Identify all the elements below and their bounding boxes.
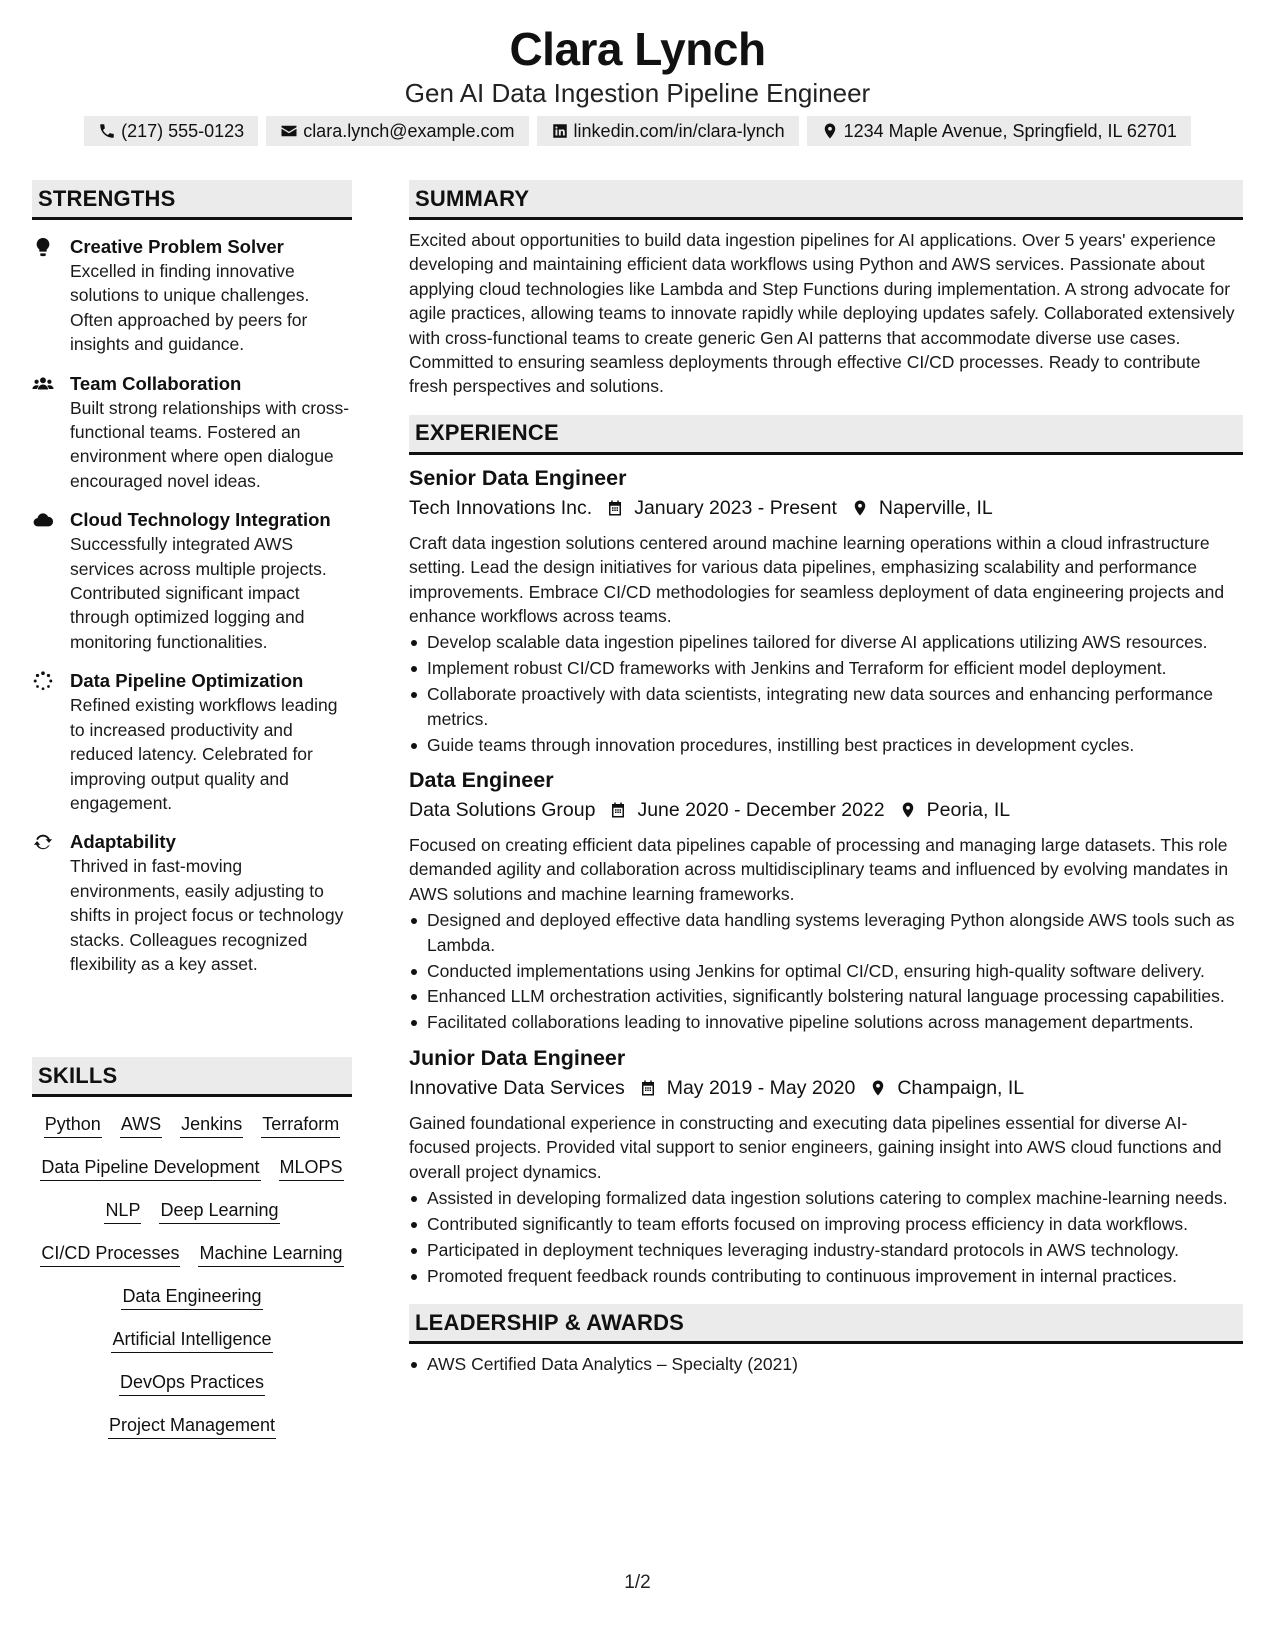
job-bullet: Implement robust CI/CD frameworks with Jenkins and Terraform for efficient model deployment. <box>409 656 1243 680</box>
job-meta <box>409 1073 1243 1103</box>
right-column <box>409 180 1243 1378</box>
experience-heading: EXPERIENCE <box>409 415 1243 455</box>
job-description: Craft data ingestion solutions centered around machine learning operations within a cloud infrastructure setting. Lead the design initiatives for various data pipelines, emphasizing scalability and performance improvements. Embrace CI/CD methodologies for seamless deployment of data engineering projects and enhance workflows across teams. <box>409 532 1225 627</box>
strength-item <box>32 234 352 357</box>
contact-linkedin-text: linkedin.com/in/clara-lynch <box>573 120 785 141</box>
strength-title: Cloud Technology Integration <box>70 509 331 531</box>
skills-list <box>32 1111 352 1439</box>
job-bullet: Designed and deployed effective data handling systems leveraging Python alongside AWS tools such as Lambda. <box>409 908 1243 957</box>
strength-desc: Thrived in fast-moving environments, easily adjusting to shifts in project focus or technology stacks. Colleagues recognized flexibility as a key asset. <box>70 856 344 974</box>
job-dates: June 2020 - December 2022 <box>637 799 885 821</box>
job-bullet: Enhanced LLM orchestration activities, significantly bolstering natural language processing capabilities. <box>409 984 1243 1008</box>
job-title: Senior Data Engineer <box>409 465 627 490</box>
sync-icon <box>32 831 54 853</box>
skill-tag: Deep Learning <box>159 1197 279 1224</box>
envelope-icon <box>280 122 298 140</box>
summary-text: Excited about opportunities to build data ingestion pipelines for AI applications. Over 5 years' experience developing and maintaining efficient data workflows using Python and AWS services. Passionate about applying cloud technologies like Lambda and Step Functions during implementation. A strong advocate for agile practices, allowing teams to innovate rapidly while deploying updates safely. Collaborated extensively with cross-functional teams to create generic Gen AI patterns that accommodate diverse use cases. Committed to ensuring seamless deployments through effective CI/CD processes. Ready to contribute fresh perspectives and solutions. <box>409 230 1235 397</box>
leadership-section <box>409 1304 1243 1376</box>
job-bullets <box>409 1186 1243 1288</box>
job-dates: January 2023 - Present <box>634 496 837 519</box>
calendar-icon <box>609 801 627 819</box>
job-description: Focused on creating efficient data pipelines capable of processing and managing large datasets. This role demanded agility and collaboration across multidisciplinary teams and influenced by evolving mandates in AWS solutions and machine learning frameworks. <box>409 835 1229 904</box>
job-bullet: Contributed significantly to team efforts focused on improving process efficiency in data workflows. <box>409 1212 1243 1236</box>
job-title: Data Engineer <box>409 768 554 792</box>
skill-tag: Terraform <box>261 1111 340 1138</box>
skill-tag: Machine Learning <box>198 1240 343 1267</box>
contact-phone[interactable] <box>84 116 258 146</box>
job-entry <box>409 463 1243 757</box>
lightbulb-icon <box>32 236 54 258</box>
strength-desc: Successfully integrated AWS services across multiple projects. Contributed significant impact through optimized logging and monitoring functionalities. <box>70 534 327 652</box>
job-company: Innovative Data Services <box>409 1076 625 1099</box>
job-bullet: Collaborate proactively with data scientists, integrating new data sources and enhancing performance metrics. <box>409 682 1243 731</box>
leadership-list <box>409 1352 1243 1376</box>
strengths-heading: STRENGTHS <box>32 180 352 220</box>
job-bullet: Conducted implementations using Jenkins for optimal CI/CD, ensuring high-quality software delivery. <box>409 959 1243 983</box>
strength-desc: Built strong relationships with cross-functional teams. Fostered an environment where open dialogue encouraged novel ideas. <box>70 397 350 491</box>
strength-item <box>32 668 352 815</box>
experience-section <box>409 415 1243 1288</box>
strength-item <box>32 507 352 654</box>
skill-tag: Jenkins <box>180 1111 243 1138</box>
contact-bar <box>0 116 1275 146</box>
skill-tag: Data Pipeline Development <box>40 1154 260 1181</box>
strength-desc: Refined existing workflows leading to increased productivity and reduced latency. Celebrated for improving output quality and engagement. <box>70 695 338 813</box>
skill-tag: Python <box>44 1111 102 1138</box>
skill-tag: MLOPS <box>279 1154 344 1181</box>
candidate-name: Clara Lynch <box>509 23 766 75</box>
strength-title: Adaptability <box>70 831 176 853</box>
map-pin-icon <box>851 499 869 517</box>
left-column <box>32 180 352 1435</box>
job-description: Gained foundational experience in constructing and executing data pipelines essential for diverse AI-focused projects. Provided vital support to senior engineers, gaining insight into AWS cloud functions and overall project dynamics. <box>409 1112 1222 1182</box>
skill-tag: Artificial Intelligence <box>111 1326 272 1353</box>
skills-section <box>32 1057 352 1439</box>
contact-phone-text: (217) 555-0123 <box>121 120 245 141</box>
job-bullets <box>409 908 1243 1035</box>
skill-tag: Project Management <box>108 1412 276 1439</box>
page-number: 1/2 <box>624 1572 651 1593</box>
contact-address-text: 1234 Maple Avenue, Springfield, IL 62701 <box>843 120 1177 141</box>
candidate-title: Gen AI Data Ingestion Pipeline Engineer <box>404 78 871 108</box>
calendar-icon <box>606 499 624 517</box>
skill-tag: CI/CD Processes <box>40 1240 180 1267</box>
skill-tag: Data Engineering <box>121 1283 262 1310</box>
contact-email[interactable] <box>266 116 528 146</box>
contact-email-text: clara.lynch@example.com <box>303 120 515 141</box>
linkedin-icon <box>551 122 569 140</box>
skills-heading: SKILLS <box>32 1057 352 1097</box>
job-bullet: Facilitated collaborations leading to innovative pipeline solutions across management departments. <box>409 1010 1243 1034</box>
calendar-icon <box>639 1079 657 1097</box>
map-pin-icon <box>821 122 839 140</box>
resume-header <box>0 0 1275 146</box>
contact-linkedin[interactable] <box>537 116 799 146</box>
contact-address[interactable] <box>807 116 1191 146</box>
job-bullet: Participated in deployment techniques leveraging industry-standard protocols in AWS technology. <box>409 1238 1243 1262</box>
job-bullet: Develop scalable data ingestion pipelines tailored for diverse AI applications utilizing AWS resources. <box>409 630 1243 654</box>
spinner-icon <box>32 670 54 692</box>
strength-item <box>32 829 352 976</box>
job-location: Peoria, IL <box>926 799 1011 821</box>
job-meta <box>409 493 1243 523</box>
strength-item <box>32 371 352 494</box>
map-pin-icon <box>869 1079 887 1097</box>
job-entry <box>409 765 1243 1035</box>
strength-title: Team Collaboration <box>70 372 242 394</box>
cloud-icon <box>32 509 54 531</box>
skill-tag: NLP <box>104 1197 141 1224</box>
leadership-heading: LEADERSHIP & AWARDS <box>409 1304 1243 1344</box>
summary-heading: SUMMARY <box>409 180 1243 220</box>
strength-title: Data Pipeline Optimization <box>70 670 304 692</box>
job-bullet: Assisted in developing formalized data ingestion solutions catering to complex machine-learning needs. <box>409 1186 1243 1210</box>
skill-tag: DevOps Practices <box>119 1369 265 1396</box>
map-pin-icon <box>899 801 917 819</box>
job-location: Champaign, IL <box>897 1076 1025 1099</box>
skill-tag: AWS <box>120 1111 162 1138</box>
leadership-item: AWS Certified Data Analytics – Specialty (2021) <box>409 1352 1243 1376</box>
job-entry <box>409 1043 1243 1288</box>
job-bullet: Guide teams through innovation procedures, instilling best practices in development cycles. <box>409 733 1243 757</box>
job-company: Data Solutions Group <box>409 799 596 821</box>
job-company: Tech Innovations Inc. <box>409 496 593 519</box>
strength-title: Creative Problem Solver <box>70 236 284 257</box>
job-meta <box>409 795 1243 825</box>
job-dates: May 2019 - May 2020 <box>666 1076 856 1099</box>
strength-desc: Excelled in finding innovative solutions to unique challenges. Often approached by peers for insights and guidance. <box>70 261 310 355</box>
job-bullets <box>409 630 1243 757</box>
phone-icon <box>98 122 116 140</box>
strengths-list <box>32 234 352 976</box>
users-icon <box>32 373 54 395</box>
job-bullet: Promoted frequent feedback rounds contributing to continuous improvement in internal practices. <box>409 1264 1243 1288</box>
job-title: Junior Data Engineer <box>409 1045 626 1070</box>
job-location: Naperville, IL <box>878 496 993 519</box>
